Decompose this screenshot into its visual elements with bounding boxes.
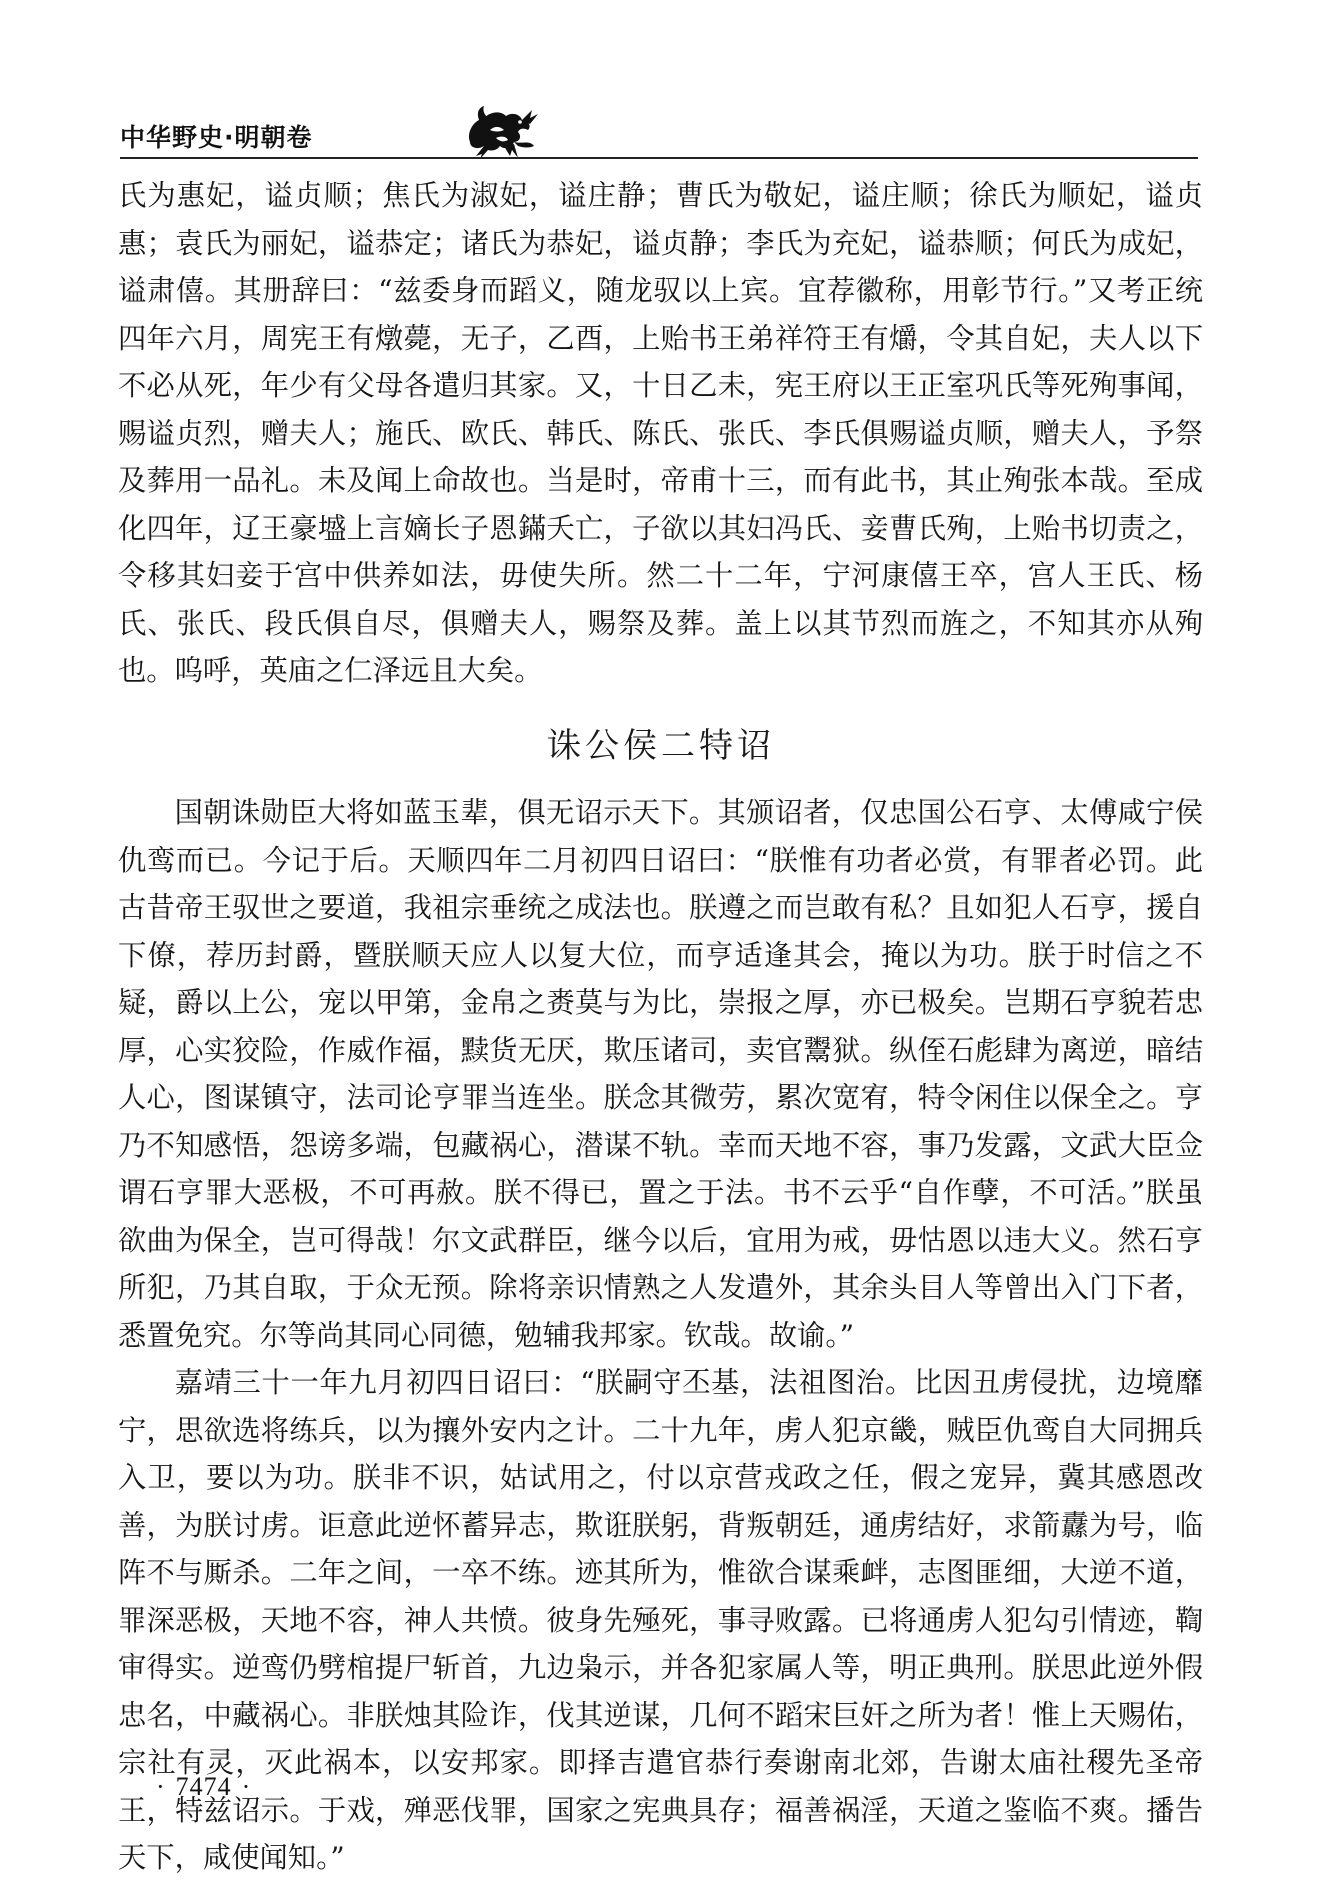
- body-text-main: [118, 789, 1203, 1882]
- paragraph: 氏为惠妃，谥贞顺；焦氏为淑妃，谥庄静；曹氏为敬妃，谥庄顺；徐氏为顺妃，谥贞惠；袁氏为丽妃，谥恭定；诸氏为恭妃，谥贞静；李氏为充妃，谥恭顺；何氏为成妃，谥肃僖。其册辞曰：“兹委身而蹈义，随龙驭以上宾。宜荐徽称，用彰节行。”又考正统四年六月，周宪王有燉薨，无子，乙酉，上贻书王弟祥符王有爝，令其自妃，夫人以下不必从死，年少有父母各遣归其家。又，十日乙未，宪王府以王正室巩氏等死殉事闻，赐谥贞烈，赠夫人；施氏、欧氏、韩氏、陈氏、张氏、李氏俱赐谥贞顺，赠夫人，予祭及葬用一品礼。未及闻上命故也。当是时，帝甫十三，而有此书，其止殉张本哉。至成化四年，辽王豪墭上言嫡长子恩鏋夭亡，子欲以其妇冯氏、妾曹氏殉，上贻书切责之，令移其妇妾于宫中供养如法，毋使失所。然二十二年，宁河康僖王卒，宫人王氏、杨氏、张氏、段氏俱自尽，俱赠夫人，赐祭及葬。盖上以其节烈而旌之，不知其亦从殉也。呜呼，英庙之仁泽远且大矣。: [118, 179, 1203, 687]
- section-heading: 诛公侯二特诏: [547, 726, 775, 766]
- dragon-emblem-icon: [460, 102, 540, 160]
- paragraph: 国朝诛勋臣大将如蓝玉辈，俱无诏示天下。其颁诏者，仅忠国公石亨、太傅咸宁侯仇鸾而已。今记于后。天顺四年二月初四日诏曰：“朕惟有功者必赏，有罪者必罚。此古昔帝王驭世之要道，我祖宗垂统之成法也。朕遵之而岂敢有私？且如犯人石亨，援自下僚，荐历封爵，暨朕顺天应人以复大位，而亨适逢其会，掩以为功。朕于时信之不疑，爵以上公，宠以甲第，金帛之赉莫与为比，崇报之厚，亦已极矣。岂期石亨貌若忠厚，心实狡险，作威作福，黩货无厌，欺压诸司，卖官鬻狱。纵侄石彪肆为离逆，暗结人心，图谋镇守，法司论亨罪当连坐。朕念其微劳，累次宽宥，特令闲住以保全之。亨乃不知感悟，怨谤多端，包藏祸心，潜谋不轨。幸而天地不容，事乃发露，文武大臣佥谓石亨罪大恶极，不可再赦。朕不得已，置之于法。书不云乎“自作孽，不可活。”朕虽欲曲为保全，岂可得哉！尔文武群臣，继今以后，宜用为戒，毋怙恩以违大义。然石亨所犯，乃其自取，于众无预。除将亲识情熟之人发遣外，其余头目人等曾出入门下者，悉置免究。尔等尚其同心同德，勉辅我邦家。钦哉。故谕。”: [118, 796, 1203, 1352]
- header-rule: [120, 157, 1198, 159]
- folio-dot-left: ·: [156, 1772, 166, 1801]
- page-number: [146, 1772, 261, 1802]
- paragraph: 嘉靖三十一年九月初四日诏曰：“朕嗣守丕基，法祖图治。比因丑虏侵扰，边境靡宁，思欲选将练兵，以为攘外安内之计。二十九年，虏人犯京畿，贼臣仇鸾自大同拥兵入卫，要以为功。朕非不识，姑试用之，付以京营戎政之任，假之宠异，冀其感恩改善，为朕讨虏。讵意此逆怀蓄异志，欺诳朕躬，背叛朝廷，通虏结好，求箭纛为号，临阵不与厮杀。二年之间，一卒不练。迹其所为，惟欲合谋乘衅，志图匪细，大逆不道，罪深恶极，天地不容，神人共愤。彼身先殛死，事寻败露。已将通虏人犯勾引情迹，鞫审得实。逆鸾仍劈棺提尸斩首，九边枭示，并各犯家属人等，明正典刑。朕思此逆外假忠名，中藏祸心。非朕烛其险诈，伐其逆谋，几何不蹈宋巨奸之所为者！惟上天赐佑，宗社有灵，灭此祸本，以安邦家。即择吉遣官恭行奏谢南北郊，告谢太庙社稷先圣帝王，特兹诏示。于戏，殚恶伐罪，国家之宪典具存；福善祸淫，天道之鉴临不爽。播告天下，咸使闻知。”: [118, 1366, 1203, 1874]
- page-number-value: 7474: [175, 1772, 232, 1801]
- folio-dot-right: ·: [241, 1772, 252, 1801]
- running-header-title: 中华野史·明朝卷: [120, 123, 313, 152]
- body-text-top: [118, 172, 1203, 695]
